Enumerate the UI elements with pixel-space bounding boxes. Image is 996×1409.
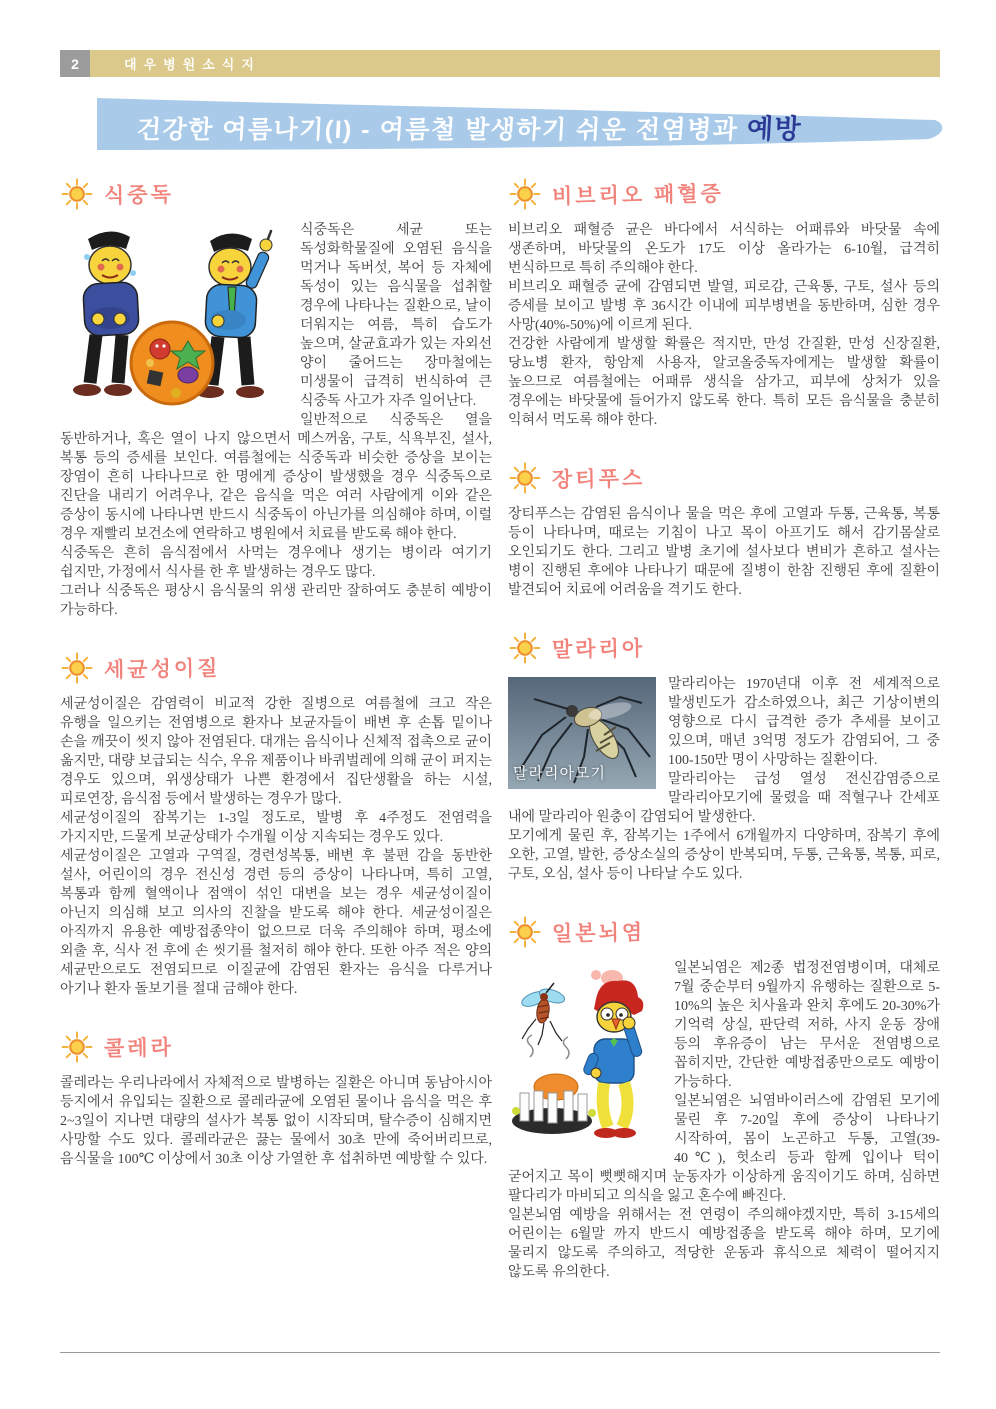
paragraph: 그러나 식중독은 평상시 음식물의 위생 관리만 잘하여도 충분히 예방이 가능하다.: [60, 584, 492, 618]
article-content: [60, 176, 940, 1312]
section-title: 일본뇌염: [551, 921, 646, 946]
section-title: 세균성이질: [103, 656, 221, 683]
paragraph: 세균성이질의 잠복기는 1-3일 정도로, 발병 후 4주정도 전염력을 가지지만, 드물게 보균상태가 수개월 이상 지속되는 경우도 있다.: [60, 811, 492, 845]
sun-icon: [508, 631, 542, 665]
banner-title-accent: 예방: [746, 114, 803, 144]
paragraph: 건강한 사람에게 발생할 확률은 적지만, 만성 간질환, 만성 신장질환, 당뇨병 환자, 항암제 사용자, 알코올중독자에게는 발생할 확률이 높으므로 여름철에는 어패류 생식을 삼가고, 피부에 상처가 있을 경우에는 바닷물에 들어가지 않도록 한다. 특히 모든 음식물을 충분히 익혀서 먹도록 해야 한다.: [508, 337, 940, 428]
paragraph: 말라리아는 1970년대 이후 전 세계적으로 발생빈도가 감소하였으나, 최근 기상이변의 영향으로 다시 급격한 증가 추세를 보이고 있으며, 매년 3억명 정도가 감염되어, 그 중 100-150만 명이 사망하는 질환이다.: [668, 677, 940, 768]
section-heading: [60, 1029, 492, 1065]
masthead: [60, 50, 940, 77]
section-title: 식중독: [103, 183, 175, 208]
photo-caption: 말라리아모기: [513, 765, 606, 782]
sun-icon: [60, 177, 94, 211]
section-typhoid: [508, 460, 940, 600]
page-number: 2: [60, 50, 90, 77]
section-malaria: [508, 630, 940, 884]
paragraph: 세균성이질은 감염력이 비교적 강한 질병으로 여름철에 크고 작은 유행을 일으키는 전염병으로 환자나 보균자들이 배변 후 손톱 밑이나 손을 깨끗이 씻지 않아 전염된다. 대개는 음식이나 신체적 접촉으로 균이 옮지만, 대량 보급되는 식수, 우유 제품이나 바퀴벌레에 의해 균이 퍼지는 경우도 있으며, 위생상태가 나쁜 환경에서 집단생활을 하는 시설, 피로연장, 음식점 등에서 발생하는 경우가 많다.: [60, 697, 492, 807]
paragraph: 장티푸스는 감염된 음식이나 물을 먹은 후에 고열과 두통, 근육통, 복통 등이 나타나며, 때로는 기침이 나고 목이 아프기도 해서 감기몸살로 오인되기도 한다. 그리고 발병 초기에 설사보다 변비가 흔하고 설사는 병이 진행된 후에야 나타나기 때문에 질병이 한참 진행된 후에 질환이 발견되어 치료에 어려움을 격기도 한다.: [508, 507, 940, 598]
food-poisoning-illustration: [60, 223, 286, 421]
sun-icon: [508, 177, 542, 211]
paragraph: 일본뇌염 예방을 위해서는 전 연령이 주의해야겠지만, 특히 3-15세의 어린이는 6월말 까지 반드시 예방접종을 받도록 해야 하며, 모기에 물리지 않도록 주의하고, 적당한 운동과 휴식으로 체력이 떨어지지 않도록 유의한다.: [508, 1208, 940, 1280]
paragraph: 콜레라는 우리나라에서 자체적으로 발병하는 질환은 아니며 동남아시아 등지에서 유입되는 질환으로 콜레라균에 오염된 물이나 음식을 먹은 후 2~3일이 지나면 대량의 설사가 복통 없이 시작되며, 탈수증이 심해지면 사망할 수도 있다. 콜레라균은 끓는 물에서 30초 만에 죽어버리므로, 음식물을 100℃ 이상에서 30초 이상 가열한 후 섭취하면 예방할 수 있다.: [60, 1076, 492, 1167]
encephalitis-illustration: [508, 961, 660, 1157]
sun-icon: [508, 915, 542, 949]
footer-divider: [60, 1352, 940, 1353]
section-bacillary-dysentery: [60, 650, 492, 999]
section-heading: [60, 650, 492, 686]
paragraph: 모기에게 물린 후, 잠복기는 1주에서 6개월까지 다양하며, 잠복기 후에 오한, 고열, 발한, 증상소실의 증상이 반복되며, 두통, 근육통, 복통, 피로, 구토, 오심, 설사 등이 나타날 수도 있다.: [508, 829, 940, 882]
paragraph: 말라리아는 급성 열성 전신감염증으로 말라리아모기에 물렸을 때 적혈구나 간세포 내에 말라리아 원충이 감염되어 발생한다.: [508, 772, 940, 825]
section-japanese-encephalitis: [508, 914, 940, 1282]
section-heading: [508, 176, 940, 212]
banner-title: [136, 107, 803, 146]
sun-icon: [60, 651, 94, 685]
section-title: 장티푸스: [551, 467, 646, 492]
paragraph: 비브리오 패혈증 균에 감염되면 발열, 피로감, 근육통, 구토, 설사 등의 증세를 보이고 발병 후 36시간 이내에 피부병변을 동반하며, 심한 경우 사망(40%-50%)에 이르게 된다.: [508, 280, 940, 333]
paragraph: 일본뇌염은 뇌염바이러스에 감염된 모기에 물린 후 7-20일 후에 증상이 나타나기 시작하여, 몸이 노곤하고 두통, 고열(39-40℃), 헛소리 등과 함께 입이나 턱이 굳어지고 목이 뻣뻣해지며 눈동자가 이상하게 움직이기도 하며, 심하면 팔다리가 마비되고 의식을 잃고 혼수에 빠진다.: [508, 1094, 940, 1204]
section-heading: [60, 176, 492, 212]
paragraph: 비브리오 패혈증 균은 바다에서 서식하는 어패류와 바닷물 속에 생존하며, 바닷물의 온도가 17도 이상 올라가는 6-10월, 급격히 번식하므로 특히 주의해야 한다.: [508, 223, 940, 276]
section-title: 말라리아: [551, 637, 646, 662]
right-column: [508, 176, 940, 1312]
title-banner: [95, 90, 947, 152]
paragraph: 식중독은 흔히 음식점에서 사먹는 경우에나 생기는 병이라 여기기 쉽지만, 가정에서 식사를 한 후 발생하는 경우도 많다.: [60, 546, 492, 580]
malaria-mosquito-photo: [508, 677, 656, 789]
section-cholera: [60, 1029, 492, 1169]
section-title: 콜레라: [103, 1036, 175, 1061]
section-vibrio-sepsis: [508, 176, 940, 430]
left-column: [60, 176, 492, 1312]
paragraph: 일반적으로 식중독은 열을 동반하거나, 혹은 열이 나지 않으면서 메스꺼움, 구토, 식욕부진, 설사, 복통 등의 증세를 보인다. 여름철에는 식중독과 비슷한 증상을 보이는 장염이 흔히 나타나므로 한 명에게 증상이 발생했을 경우 식중독으로 진단을 내리기 어려우나, 같은 음식을 먹은 여러 사람에게 이와 같은 증상이 동시에 나타나면 반드시 식중독이 아닌가를 의심해야 하며, 이럴 경우 재빨리 보건소에 연락하고 병원에서 치료를 받도록 해야 한다.: [60, 413, 492, 542]
section-title: 비브리오 패혈증: [551, 182, 725, 209]
sun-icon: [508, 461, 542, 495]
section-food-poisoning: [60, 176, 492, 620]
section-heading: [508, 914, 940, 950]
section-heading: [508, 460, 940, 496]
paragraph: 일본뇌염은 제2종 법정전염병이며, 대체로 7월 중순부터 9월까지 유행하는 질환으로 5-10%의 높은 치사율과 완치 후에도 20-30%가 기억력 상실, 판단력 저하, 사지 운동 장애 등의 후유증이 남는 무서운 전염병으로 꼽히지만, 간단한 예방접종만으로도 예방이 가능하다.: [674, 961, 940, 1090]
paragraph: 식중독은 세균 또는 독성화학물질에 오염된 음식을 먹거나 독버섯, 복어 등 자체에 독성이 있는 음식물을 섭취할 경우에 나타나는 질환으로, 날이 더워지는 여름, 특히 습도가 높으며, 살균효과가 있는 자외선 양이 줄어드는 장마철에는 미생물이 급격히 번식하여 큰 식중독 사고가 자주 일어난다.: [300, 223, 492, 409]
banner-title-main: 건강한 여름나기(I) - 여름철 발생하기 쉬운 전염병과: [136, 116, 748, 144]
newsletter-title: 대우병원소식지: [90, 50, 940, 77]
section-heading: [508, 630, 940, 666]
sun-icon: [60, 1030, 94, 1064]
paragraph: 세균성이질은 고열과 구역질, 경련성복통, 배변 후 불편 감을 동반한 설사, 어린이의 경우 전신성 경련 등의 증상이 나타나며, 특히 고열, 복통과 함께 혈액이나 점액이 섞인 대변을 보는 경우 세균성이질이 아닌지 의심해 보고 의사의 진찰을 받도록 해야 한다. 세균성이질은 아직까지 유용한 예방접종약이 없으므로 더욱 주의해야 하며, 평소에 외출 후, 식사 전 후에 손 씻기를 철저히 해야 한다. 또한 아주 적은 양의 세균만으로도 전염되므로 이질균에 감염된 환자는 음식을 다루거나 아기나 환자 돌보기를 절대 금해야 한다.: [60, 849, 492, 997]
